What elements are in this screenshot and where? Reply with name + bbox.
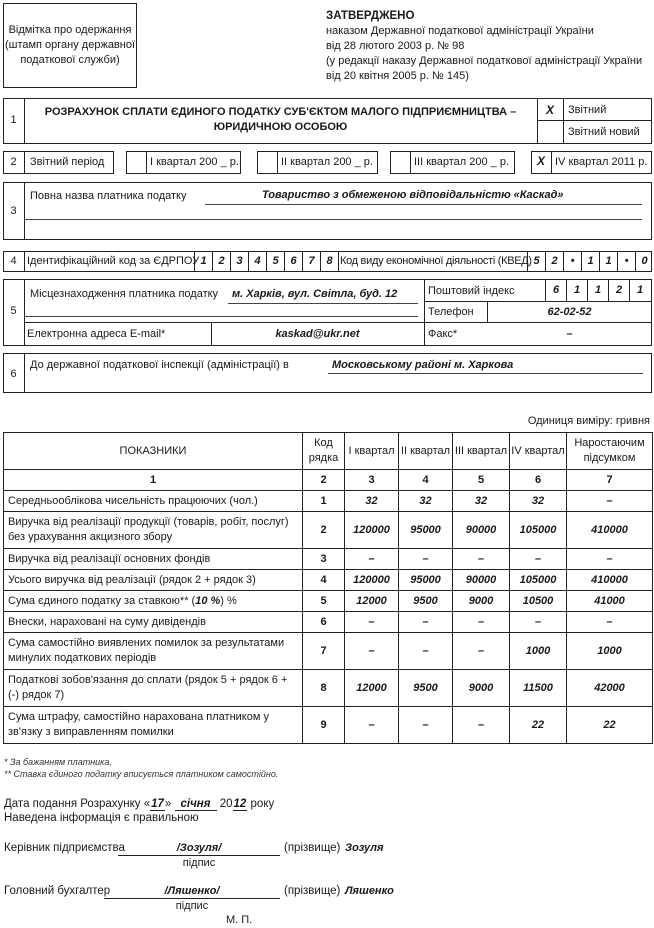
approval-block	[326, 9, 651, 84]
tax-rate-value[interactable]: 10 %	[195, 594, 221, 607]
director-signature[interactable]: /Зозуля/	[118, 842, 280, 856]
stamp-line: податкової служби)	[20, 54, 120, 66]
value-cell-total[interactable]: 22	[567, 707, 653, 744]
value-cell-q2[interactable]: –	[399, 707, 453, 744]
submission-date-mid: »	[164, 798, 172, 810]
postal-code-digit[interactable]: 6	[545, 279, 566, 301]
value-cell-total[interactable]: –	[567, 612, 653, 633]
section-number: 3	[10, 205, 17, 217]
value-cell-q4[interactable]: –	[510, 612, 567, 633]
section-number: 1	[10, 114, 17, 126]
value-cell-q3[interactable]: –	[453, 707, 510, 744]
value-cell-total[interactable]: 410000	[567, 512, 653, 549]
value-cell-q2[interactable]: –	[399, 633, 453, 670]
table-row	[4, 670, 653, 707]
value-cell-q2[interactable]: 9500	[399, 670, 453, 707]
fax-label: Факс*	[428, 328, 458, 340]
value-cell-q1[interactable]: 120000	[345, 570, 399, 591]
accountant-signature[interactable]: /Ляшенко/	[104, 885, 280, 899]
stamp-line: (штамп органу державної	[4, 39, 136, 51]
column-number: 7	[567, 470, 653, 491]
column-number: 4	[399, 470, 453, 491]
table-row	[4, 707, 653, 744]
table-row	[4, 591, 653, 612]
kved-digit[interactable]: 0	[635, 251, 653, 272]
column-header: ІІІ квартал	[453, 433, 510, 470]
indicator-label: Внески, нараховані на суму дивідендів	[4, 612, 303, 633]
indicator-label: Сума штрафу, самостійно нарахована платником у зв'язку з виправленням помилки	[4, 707, 303, 744]
value-cell-q1[interactable]: –	[345, 549, 399, 570]
value-cell-q1[interactable]: 120000	[345, 512, 399, 549]
value-cell-total[interactable]: 410000	[567, 570, 653, 591]
email-label: Електронна адреса E-mail*	[27, 328, 166, 340]
submission-date-prefix: Дата подання Розрахунку «	[4, 798, 151, 810]
row-code: 6	[303, 612, 345, 633]
row-code: 7	[303, 633, 345, 670]
footnotes	[4, 756, 278, 780]
column-number: 1	[4, 470, 303, 491]
column-number: 3	[345, 470, 399, 491]
indicator-label: Середньооблікова чисельність працюючих (чол.)	[4, 491, 303, 512]
period-q3-label: ІІІ квартал 200 _ р.	[414, 156, 510, 168]
value-cell-q2[interactable]: 32	[399, 491, 453, 512]
accountant-role: Головний бухгалтер	[4, 885, 111, 897]
fax-value[interactable]: –	[566, 328, 573, 340]
indicators-table	[3, 432, 653, 744]
submission-date	[4, 797, 274, 812]
checkbox-period-q4[interactable]: X	[536, 154, 545, 168]
footnote: ** Ставка єдиного податку вписується платником самостійно.	[4, 769, 279, 779]
column-header: Наростаючим підсумком	[567, 433, 653, 470]
value-cell-q1[interactable]: 32	[345, 491, 399, 512]
kved-digit[interactable]: 1	[581, 251, 599, 272]
table-row	[4, 512, 653, 549]
value-cell-q1[interactable]: 12000	[345, 591, 399, 612]
row-code: 8	[303, 670, 345, 707]
checkbox-report-type-new[interactable]	[537, 125, 563, 143]
submission-year-prefix: 20	[219, 798, 233, 810]
edrpou-digit[interactable]: 2	[212, 251, 230, 272]
kved-digit[interactable]: •	[617, 251, 635, 272]
value-cell-q3[interactable]: –	[453, 633, 510, 670]
value-cell-q4[interactable]: 22	[510, 707, 567, 744]
email-value[interactable]: kaskad@ukr.net	[275, 328, 360, 340]
address-value[interactable]: м. Харків, вул. Світла, буд. 12	[232, 288, 398, 300]
indicator-label: Усього виручка від реалізації (рядок 2 + рядок 3)	[4, 570, 303, 591]
value-cell-q4[interactable]: 105000	[510, 570, 567, 591]
column-header: IV квартал	[510, 433, 567, 470]
column-header: ПОКАЗНИКИ	[4, 433, 303, 470]
report-title	[24, 105, 537, 135]
kved-digit[interactable]: 5	[527, 251, 545, 272]
value-cell-q4[interactable]: 32	[510, 491, 567, 512]
tax-office-value[interactable]: Московському районі м. Харкова	[332, 359, 514, 371]
value-cell-q1[interactable]: –	[345, 612, 399, 633]
accountant-signature-caption: підпис	[175, 900, 209, 912]
value-cell-q3[interactable]: 32	[453, 491, 510, 512]
table-row	[4, 491, 653, 512]
kved-digit[interactable]: •	[563, 251, 581, 272]
indicator-label: Сума самостійно виявлених помилок за результатами минулих податкових періодів	[4, 633, 303, 670]
report-title-line: РОЗРАХУНОК СПЛАТИ ЄДИНОГО ПОДАТКУ СУБ'ЄКТОМ МАЛОГО ПІДПРИЄМНИЦТВА –	[44, 106, 517, 118]
address-label: Місцезнаходження платника податку	[30, 288, 219, 300]
column-header: Код рядка	[303, 433, 345, 470]
kved-label: Код виду економічної діяльності (КВЕД)	[340, 255, 532, 267]
row-code: 9	[303, 707, 345, 744]
tax-office-label: До державної податкової інспекції (адміністрації) в	[30, 359, 289, 371]
value-cell-q4[interactable]: 1000	[510, 633, 567, 670]
value-cell-q2[interactable]: –	[399, 549, 453, 570]
value-cell-q3[interactable]: –	[453, 549, 510, 570]
value-cell-total[interactable]: 1000	[567, 633, 653, 670]
value-cell-q3[interactable]: 9000	[453, 670, 510, 707]
table-row	[4, 633, 653, 670]
footnote: * За бажанням платника.	[4, 757, 112, 767]
stamp-line: Відмітка про одержання	[8, 24, 132, 36]
value-cell-q4[interactable]: 10500	[510, 591, 567, 612]
kved-digit[interactable]: 1	[599, 251, 617, 272]
value-cell-q3[interactable]: 90000	[453, 570, 510, 591]
edrpou-digit[interactable]: 4	[248, 251, 266, 272]
report-type-regular-label: Звітний	[568, 104, 607, 116]
reporting-period-label: Звітний період	[30, 156, 105, 168]
section-number: 5	[10, 305, 17, 317]
value-cell-q1[interactable]: 12000	[345, 670, 399, 707]
report-type-new-label: Звітний новий	[568, 126, 640, 138]
postal-code-digit[interactable]: 1	[587, 279, 608, 301]
row-code: 4	[303, 570, 345, 591]
value-cell-q1[interactable]: –	[345, 633, 399, 670]
approval-line: наказом Державної податкової адміністрації України	[326, 25, 594, 37]
value-cell-q2[interactable]: 9500	[399, 591, 453, 612]
column-header: ІІ квартал	[399, 433, 453, 470]
submission-year[interactable]: 12	[233, 798, 247, 810]
row-code: 1	[303, 491, 345, 512]
submission-day[interactable]: 17	[151, 798, 164, 810]
checkbox-report-type-regular[interactable]: X	[545, 103, 554, 117]
edrpou-digit[interactable]: 5	[266, 251, 284, 272]
value-cell-q2[interactable]: 95000	[399, 570, 453, 591]
row-code: 5	[303, 591, 345, 612]
confirmation-text: Наведена інформація є правильною	[4, 812, 199, 824]
checkbox-period-q1[interactable]	[126, 155, 146, 171]
section-number: 2	[10, 156, 17, 168]
approval-title: ЗАТВЕРДЖЕНО	[326, 10, 415, 22]
value-cell-q3[interactable]: 90000	[453, 512, 510, 549]
edrpou-digit[interactable]: 8	[320, 251, 338, 272]
value-cell-q3[interactable]: 9000	[453, 591, 510, 612]
postal-code-digit[interactable]: 1	[629, 279, 650, 301]
value-cell-q3[interactable]: –	[453, 612, 510, 633]
approval-line: (у редакції наказу Державної податкової адміністрації України	[326, 55, 643, 67]
column-number: 2	[303, 470, 345, 491]
submission-date-suffix: року	[250, 798, 275, 810]
indicator-label-text: ) %	[220, 594, 237, 607]
indicator-label: Податкові зобов'язання до сплати (рядок 5 + рядок 6 + (-) рядок 7)	[4, 670, 303, 707]
checkbox-period-q2[interactable]	[257, 155, 277, 171]
value-cell-q4[interactable]: 11500	[510, 670, 567, 707]
edrpou-label: Ідентифікаційний код за ЄДРПОУ	[27, 255, 200, 267]
column-header: І квартал	[345, 433, 399, 470]
indicator-label: Виручка від реалізації продукції (товарів, робіт, послуг) без урахування акцизного збору	[4, 512, 303, 549]
table-row	[4, 549, 653, 570]
accountant-surname[interactable]: Ляшенко	[345, 885, 394, 897]
edrpou-digit[interactable]: 6	[284, 251, 302, 272]
taxpayer-name-label: Повна назва платника податку	[30, 190, 187, 202]
receipt-stamp-box	[3, 3, 137, 88]
column-number: 5	[453, 470, 510, 491]
edrpou-digit[interactable]: 3	[230, 251, 248, 272]
period-q2-label: ІІ квартал 200 _ р.	[281, 156, 373, 168]
approval-line: від 20 квітня 2005 р. № 145)	[326, 70, 469, 82]
measurement-unit: Одиниця виміру: гривня	[527, 415, 650, 427]
submission-month[interactable]: січня	[175, 798, 217, 811]
value-cell-total[interactable]: 41000	[567, 591, 653, 612]
value-cell-q2[interactable]: 95000	[399, 512, 453, 549]
indicator-label-text: Сума єдиного податку за ставкою** (	[8, 594, 196, 607]
period-q4-label: IV квартал 2011 р.	[555, 156, 648, 168]
period-q1-label: І квартал 200 _ р.	[150, 156, 239, 168]
director-surname-label: (прізвище)	[284, 842, 341, 854]
value-cell-q4[interactable]: –	[510, 549, 567, 570]
value-cell-total[interactable]: –	[567, 491, 653, 512]
phone-label: Телефон	[428, 306, 474, 318]
postal-code-digit[interactable]: 1	[566, 279, 587, 301]
row-code: 2	[303, 512, 345, 549]
postal-code-digit[interactable]: 2	[608, 279, 629, 301]
approval-line: від 28 лютого 2003 р. № 98	[326, 40, 465, 52]
value-cell-total[interactable]: 42000	[567, 670, 653, 707]
indicator-label: Виручка від реалізації основних фондів	[4, 549, 303, 570]
seal-placeholder: М. П.	[226, 914, 253, 926]
row-code: 3	[303, 549, 345, 570]
director-surname[interactable]: Зозуля	[345, 842, 384, 854]
value-cell-q2[interactable]: –	[399, 612, 453, 633]
edrpou-digit[interactable]: 1	[194, 251, 212, 272]
report-title-line: ЮРИДИЧНОЮ ОСОБОЮ	[213, 121, 348, 133]
table-row	[4, 570, 653, 591]
taxpayer-name-value[interactable]: Товариство з обмеженою відповідальністю «Каскад»	[262, 189, 564, 201]
postal-code-label: Поштовий індекс	[428, 285, 515, 297]
director-role: Керівник підприємства	[4, 842, 125, 854]
edrpou-digit[interactable]: 7	[302, 251, 320, 272]
section-number: 6	[10, 368, 17, 380]
value-cell-q1[interactable]: –	[345, 707, 399, 744]
column-number: 6	[510, 470, 567, 491]
director-signature-caption: підпис	[182, 857, 216, 869]
value-cell-total[interactable]: –	[567, 549, 653, 570]
section-number: 4	[10, 255, 17, 267]
phone-value[interactable]: 62-02-52	[547, 306, 592, 318]
checkbox-period-q3[interactable]	[390, 155, 410, 171]
kved-digit[interactable]: 2	[545, 251, 563, 272]
accountant-surname-label: (прізвище)	[284, 885, 341, 897]
value-cell-q4[interactable]: 105000	[510, 512, 567, 549]
indicator-label	[4, 591, 303, 612]
table-row	[4, 612, 653, 633]
